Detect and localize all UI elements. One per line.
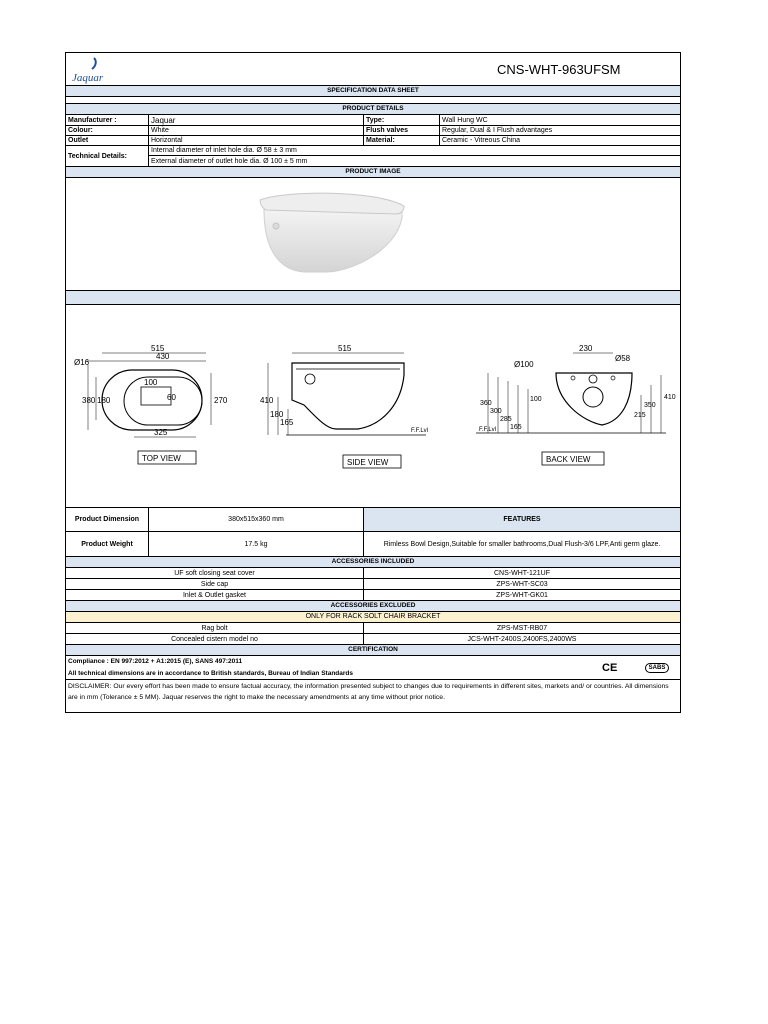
section-product-image: PRODUCT IMAGE (66, 167, 680, 178)
top-dim-430: 430 (156, 352, 170, 361)
dimension-row (66, 508, 680, 532)
top-dim-380: 380 (82, 396, 96, 405)
colour-label: Colour: (68, 127, 93, 134)
back-dim-215: 215 (634, 412, 646, 419)
manufacturer-value: Jaquar (148, 115, 363, 125)
back-dim-100: Ø100 (514, 360, 534, 369)
top-dim-60: 60 (167, 393, 176, 402)
acc-code: JCS-WHT-2400S,2400FS,2400WS (363, 634, 680, 644)
outlet-value: Horizontal (148, 136, 363, 145)
weight-label: Product Weight (81, 540, 133, 548)
dimension-value: 380x515x360 mm (148, 508, 363, 531)
acc-name: Side cap (200, 580, 229, 588)
type-label: Type: (363, 115, 439, 125)
section-product-details: PRODUCT DETAILS (66, 104, 680, 115)
back-dim-230: 230 (579, 344, 593, 353)
details-row-manufacturer (66, 115, 680, 126)
acc-included-row (66, 590, 680, 601)
weight-value: 17.5 kg (148, 532, 363, 556)
side-view-label: SIDE VIEW (347, 458, 389, 467)
top-dim-270: 270 (214, 396, 228, 405)
sabs-mark-text: SABS (645, 663, 670, 673)
details-row-technical (66, 146, 680, 167)
top-dim-180: 180 (97, 396, 111, 405)
section-accessories-included: ACCESSORIES INCLUDED (66, 557, 680, 568)
top-dim-100: 100 (144, 378, 158, 387)
product-image-area (66, 178, 680, 291)
section-certification: CERTIFICATION (66, 645, 680, 656)
spec-sheet (65, 52, 681, 713)
manufacturer-label: Manufacturer : (68, 116, 117, 124)
section-spec-sheet: SPECIFICATION DATA SHEET (66, 86, 680, 97)
brand-name: Jaquar (72, 72, 104, 84)
back-dim-350: 350 (644, 402, 656, 409)
side-dim-515: 515 (338, 344, 352, 353)
weight-row (66, 532, 680, 557)
standards-text: All technical dimensions are in accordance to British standards, Bureau of Indian Standards (68, 670, 353, 677)
back-dim-410: 410 (664, 394, 676, 401)
flush-label: Flush valves (363, 126, 439, 135)
excluded-note: ONLY FOR RACK SOLT CHAIR BRACKET (66, 612, 680, 623)
flush-value: Regular, Dual & I Flush advantages (439, 126, 680, 135)
acc-name: UF soft closing seat cover (174, 569, 255, 577)
acc-code: ZPS-WHT-SC03 (363, 579, 680, 589)
product-photo (256, 188, 406, 278)
back-view-label: BACK VIEW (546, 455, 591, 464)
details-row-colour (66, 126, 680, 136)
top-dim-16: Ø16 (74, 358, 90, 367)
ce-mark-icon: CE (602, 661, 618, 674)
disclaimer: DISCLAIMER: Our every effort has been made to ensure factual accuracy, the information presented subject to changes due to requirements in different sites, markets and/ or countries. All dimensions are in mm (Tolerance ± 5 MM). Jaquar reserves the right to make the necessary amendments at any time without prior notice. (68, 683, 669, 701)
jaquar-logo (70, 55, 116, 85)
material-label: Material: (363, 136, 439, 145)
header-row (66, 53, 680, 86)
image-spacer-row (66, 291, 680, 305)
back-view-drawing (476, 353, 666, 465)
side-dim-180: 180 (270, 410, 284, 419)
top-dim-325: 325 (154, 428, 168, 437)
side-ffl-label: F.F.Lvl (411, 428, 429, 434)
back-ffl-label: F.F.Lvl (479, 427, 497, 433)
features-value: Rimless Bowl Design,Suitable for smaller bathrooms,Dual Flush-3/6 LPF,Anti germ glaze. (363, 532, 680, 556)
acc-code: ZPS-MST-RB07 (363, 623, 680, 633)
back-dim-360: 360 (480, 400, 492, 407)
acc-included-row (66, 579, 680, 590)
section-accessories-excluded: ACCESSORIES EXCLUDED (66, 601, 680, 612)
top-view-label: TOP VIEW (142, 454, 181, 463)
compliance-text: Compliance : EN 997:2012 + A1:2015 (E), SANS 497:2011 (68, 658, 243, 665)
back-dim-285: 285 (500, 416, 512, 423)
certification-row (66, 656, 680, 680)
acc-code: ZPS-WHT-GK01 (363, 590, 680, 600)
sabs-mark-icon (640, 656, 674, 679)
technical-detail-1: Internal diameter of inlet hole dia. Ø 58 ± 3 mm (148, 146, 680, 156)
technical-detail-2: External diameter of outlet hole dia. Ø 100 ± 5 mm (148, 156, 680, 166)
top-dim-515: 515 (151, 344, 165, 353)
features-label: FEATURES (363, 508, 680, 531)
dimension-label: Product Dimension (74, 516, 140, 523)
back-dim-100b: 100 (530, 396, 542, 403)
back-dim-165: 165 (510, 424, 522, 431)
drawing-canvas (66, 305, 680, 507)
side-view-drawing (268, 353, 429, 468)
acc-name: Rag bolt (201, 624, 228, 632)
back-dim-300: 300 (490, 408, 502, 415)
acc-excluded-row (66, 634, 680, 645)
technical-drawings (66, 305, 680, 508)
acc-code: CNS-WHT-121UF (363, 568, 680, 578)
top-view-drawing (86, 353, 211, 464)
side-dim-165: 165 (280, 418, 294, 427)
material-value: Ceramic - Vitreous China (439, 136, 680, 145)
technical-label: Technical Details: (68, 152, 128, 160)
spacer (66, 97, 680, 104)
colour-value: White (148, 126, 363, 135)
side-dim-410: 410 (260, 396, 274, 405)
type-value: Wall Hung WC (439, 115, 680, 125)
outlet-label: Outlet (68, 137, 89, 144)
acc-excluded-row (66, 623, 680, 634)
details-row-outlet (66, 136, 680, 146)
model-title: CNS-WHT-963UFSM (497, 62, 621, 77)
acc-name: Inlet & Outlet gasket (182, 591, 247, 599)
acc-name: Concealed cistern model no (171, 635, 258, 643)
back-dim-58: Ø58 (615, 354, 631, 363)
acc-included-row (66, 568, 680, 579)
